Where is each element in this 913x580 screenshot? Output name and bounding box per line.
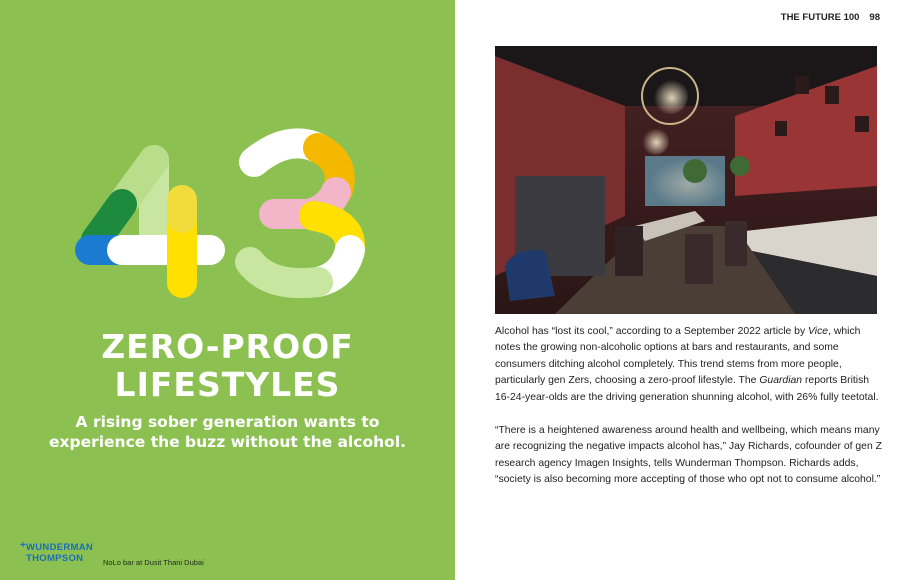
page-header	[771, 12, 880, 23]
digit-three	[250, 143, 350, 283]
page-title: ZERO-PROOF LIFESTYLES	[101, 327, 354, 404]
green-panel	[0, 0, 455, 580]
page-subtitle: A rising sober generation wants to experience the buzz without the alcohol.	[48, 413, 407, 451]
plus-icon: +	[20, 540, 27, 551]
bar-photo	[495, 46, 877, 314]
photo-caption: NoLo bar at Dusit Thani Dubai	[103, 558, 204, 567]
paragraph-1: Alcohol has “lost its cool,” according to a September 2022 article by Vice, which notes the growing non-alcoholic options at bars and restaurants, and some consumers ditching alcohol completely. This trend stems from more people, particularly gen Zers, choosing a zero-proof lifestyle. The Guardian reports British 16-24-year-olds are the driving generation shunning alcohol, with 26% fully teetotal.	[495, 326, 879, 403]
wunderman-thompson-logo: + WUNDERMAN THOMPSON	[20, 540, 94, 564]
bar-interior-image	[495, 46, 877, 314]
digit-four	[90, 160, 210, 283]
page-number: 98	[869, 12, 880, 23]
article-body	[495, 324, 885, 506]
paragraph-2: “There is a heightened awareness around health and wellbeing, which means many are recognizing the negative impacts alcohol has,” Jay Richards, cofounder of gen Z research agency Imagen Insights, tells Wunderman Thompson. Richards adds, “society is also becoming more accepting of those who opt not to consume alcohol.”	[495, 425, 882, 486]
publication-title: THE FUTURE 100	[780, 12, 860, 23]
trend-number-graphic	[60, 118, 390, 308]
